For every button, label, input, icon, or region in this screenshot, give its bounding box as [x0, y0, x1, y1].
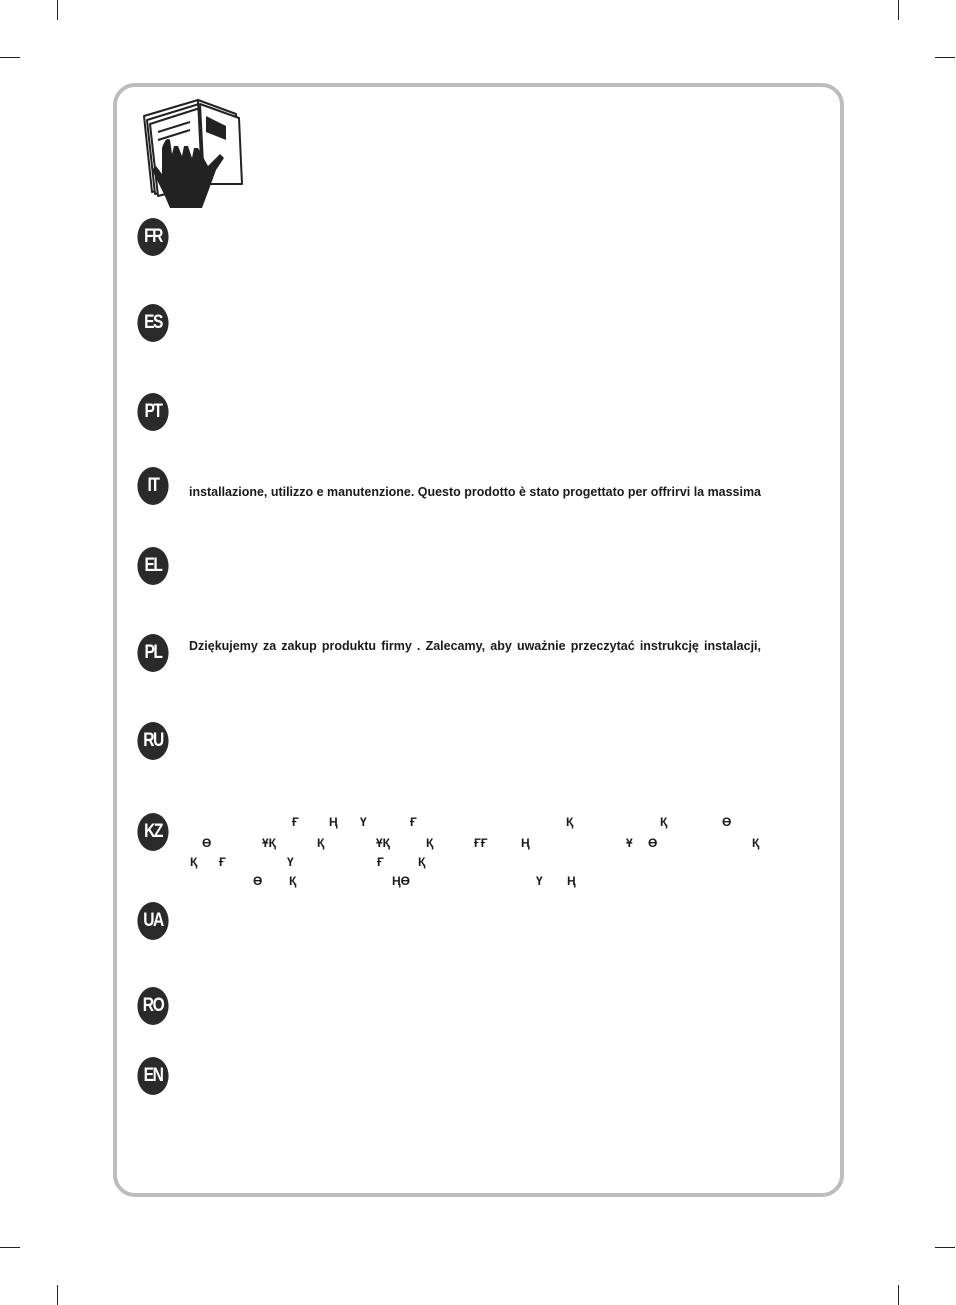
kz-glyph-row [189, 874, 761, 894]
crop-mark [935, 1247, 955, 1248]
language-badge-it: IT [137, 467, 168, 505]
language-badge-es: ES [137, 304, 168, 342]
language-badge-kz: KZ [137, 813, 168, 851]
kz-glyph: Ө [202, 836, 212, 850]
kz-glyph: Ғ [292, 815, 299, 829]
kz-glyph: Қ [566, 815, 574, 829]
kz-glyph-row [189, 815, 761, 835]
kz-glyph: Қ [190, 855, 198, 869]
kz-glyph: ҢӨ [392, 874, 410, 888]
kz-glyph: Ң [521, 836, 530, 850]
crop-mark [935, 57, 955, 58]
it-text-line: installazione, utilizzo e manutenzione. Questo prodotto è stato progettato per offrirvi la massima [189, 485, 761, 499]
kz-glyph: Қ [752, 836, 760, 850]
crop-mark [0, 1247, 20, 1248]
kz-glyph: Ү [536, 874, 543, 888]
kz-glyph: Қ [426, 836, 434, 850]
kz-glyph: ҰҚ [376, 836, 390, 850]
crop-mark [898, 1285, 899, 1305]
kz-glyph: Ғ [377, 855, 384, 869]
kz-glyph: Қ [289, 874, 297, 888]
kz-glyph: ҒҒ [474, 836, 488, 850]
crop-mark [898, 0, 899, 20]
kz-glyph: Ғ [410, 815, 417, 829]
kz-glyph: Ө [648, 836, 658, 850]
crop-mark [57, 0, 58, 20]
crop-mark [57, 1285, 58, 1305]
kz-glyph: Қ [660, 815, 668, 829]
read-instructions-book-icon [138, 96, 244, 208]
kz-glyph: Ң [329, 815, 338, 829]
language-badge-fr: FR [137, 218, 168, 256]
kz-glyph: Қ [317, 836, 325, 850]
pl-text-line: Dziękujemy za zakup produktu firmy . Zalecamy, aby uważnie przeczytać instrukcję instalacji, [189, 639, 761, 653]
kz-glyph: Ө [722, 815, 732, 829]
language-badge-ro: RO [137, 987, 168, 1025]
kz-glyph: Ө [253, 874, 263, 888]
kz-glyph: Ң [567, 874, 576, 888]
language-badge-ua: UA [137, 902, 168, 940]
language-badge-pt: PT [137, 393, 168, 431]
kz-glyph-row [189, 855, 761, 875]
language-badge-en: EN [137, 1057, 168, 1095]
crop-mark [0, 57, 20, 58]
kz-glyph-row [189, 836, 761, 856]
kz-glyph: ҰҚ [262, 836, 276, 850]
kz-glyph: Ғ [219, 855, 226, 869]
kz-glyph: Қ [418, 855, 426, 869]
language-badge-el: EL [137, 547, 168, 585]
kz-glyph: Ү [287, 855, 294, 869]
language-badge-pl: PL [137, 634, 168, 672]
kz-glyph: Ү [360, 815, 367, 829]
language-badge-ru: RU [137, 722, 168, 760]
kz-glyph: Ұ [626, 836, 633, 850]
